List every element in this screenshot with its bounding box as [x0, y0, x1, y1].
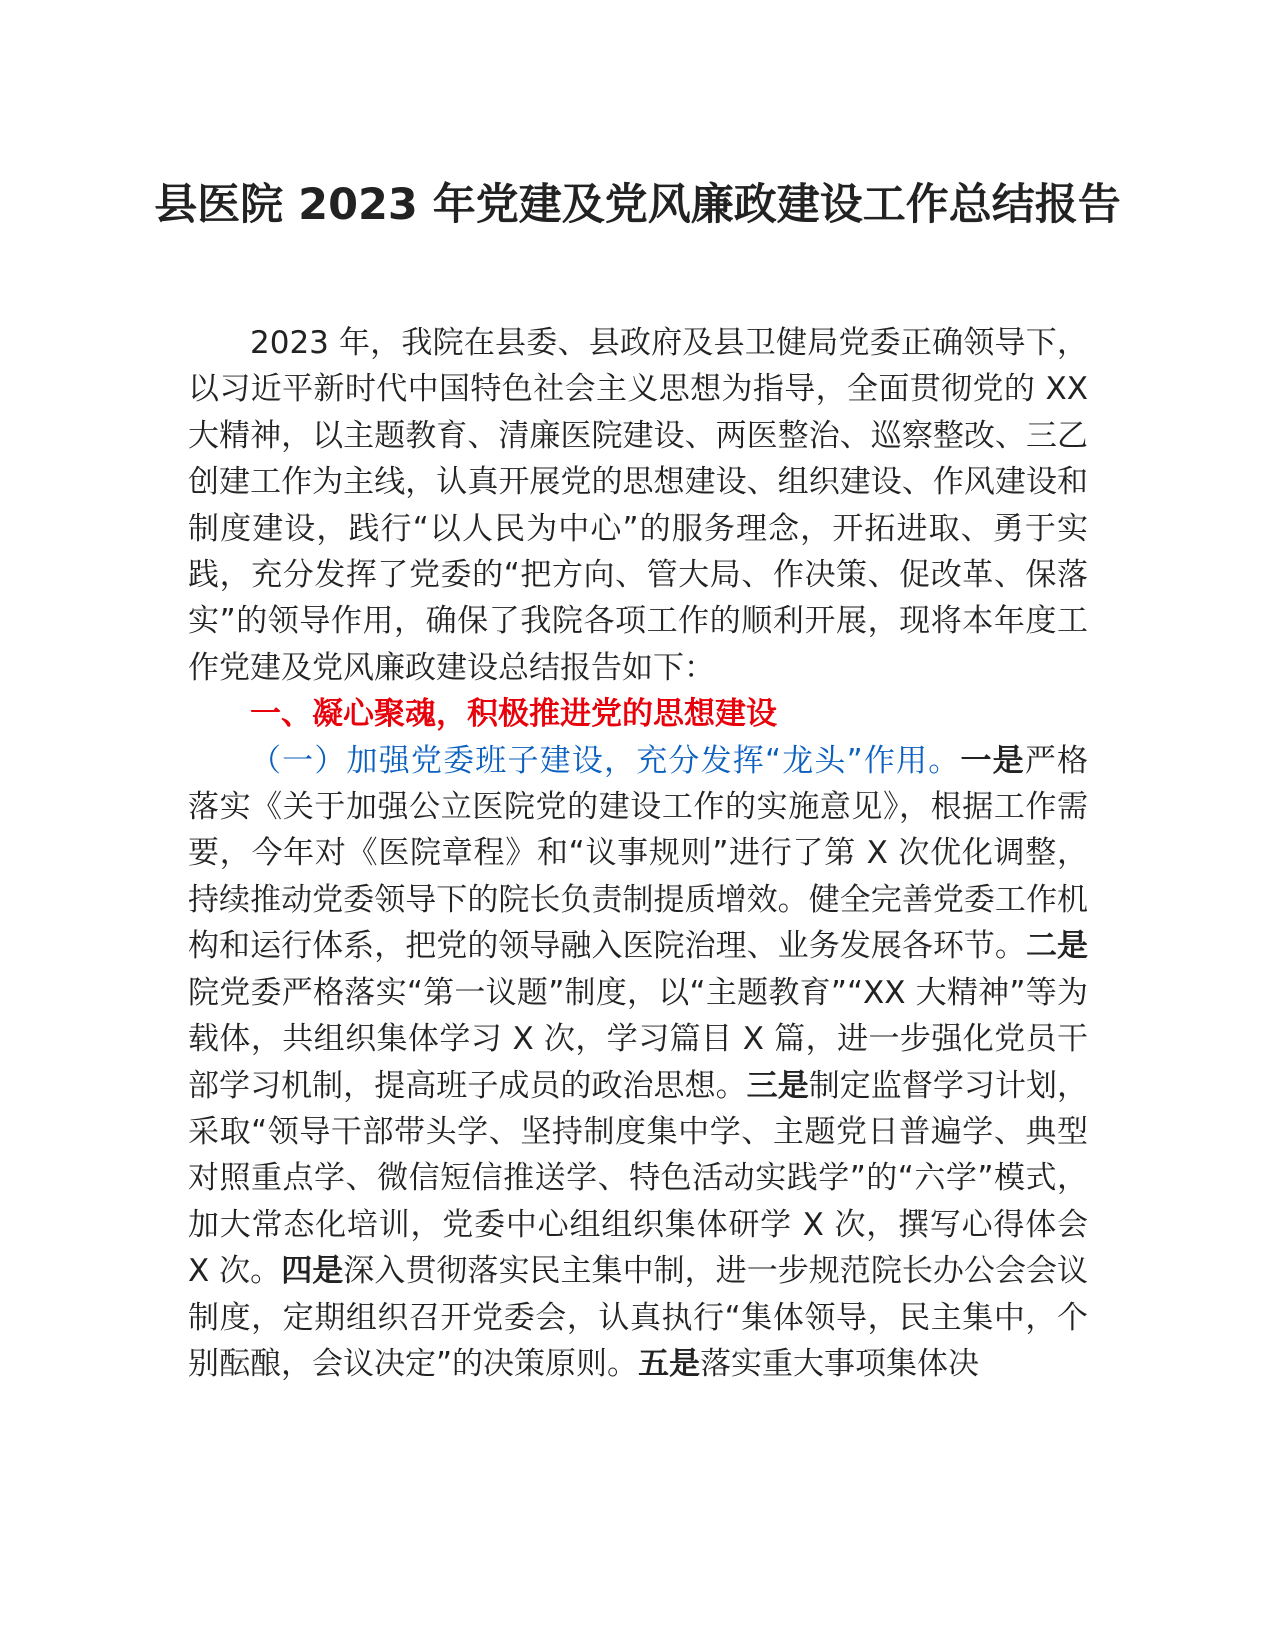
lead-point-5: 五是: [638, 1345, 701, 1382]
point-2-text: 院党委严格落实“第一议题”制度，以“主题教育”“XX 大精神”等为载体，共组织集体学习 X 次，学习篇目 X 篇，进一步强化党员干部学习机制，提高班子成员的政治思想。: [188, 974, 1088, 1104]
point-1-text: 严格落实《关于加强公立医院党的建设工作的实施意见》，根据工作需要，今年对《医院章程》和“议事规则”进行了第 X 次优化调整，持续推动党委领导下的院长负责制提质增效。健全完善党委工作机构和运行体系，把党的领导融入医院治理、业务发展各环节。: [188, 742, 1088, 965]
section-1-paragraph: [188, 738, 1088, 1388]
section-heading: [188, 691, 1088, 737]
intro-paragraph: 2023 年，我院在县委、县政府及县卫健局党委正确领导下，以习近平新时代中国特色社会主义思想为指导，全面贯彻党的 XX 大精神，以主题教育、清廉医院建设、两医整治、巡察整改、三乙创建工作为主线，认真开展党的思想建设、组织建设、作风建设和制度建设，践行“以人民为中心”的服务理念，开拓进取、勇于实践，充分发挥了党委的“把方向、管大局、作决策、促改革、保落实”的领导作用，确保了我院各项工作的顺利开展，现将本年度工作党建及党风廉政建设总结报告如下：: [188, 325, 1088, 686]
lead-point-1: 一是: [960, 742, 1025, 779]
lead-point-4: 四是: [281, 1253, 344, 1290]
section-1-heading: 一、凝心聚魂，积极推进党的思想建设: [250, 696, 777, 733]
lead-point-2: 二是: [1025, 928, 1089, 965]
point-5-text: 落实重大事项集体决: [700, 1345, 980, 1382]
subsection-1-heading: （一）加强党委班子建设，充分发挥“龙头”作用。: [250, 742, 961, 779]
point-3-text: 制定监督学习计划，采取“领导干部带头学、坚持制度集中学、主题党日普遍学、典型对照重点学、微信短信推送学、特色活动实践学”的“六学”模式，加大常态化培训，党委中心组组织集体研学 X 次，撰写心得体会 X 次。: [188, 1067, 1089, 1290]
document-title: 县医院 2023 年党建及党风廉政建设工作总结报告: [154, 180, 1121, 230]
point-4-text: 深入贯彻落实民主集中制，进一步规范院长办公会会议制度，定期组织召开党委会，认真执行“集体领导，民主集中，个别酝酿，会议决定”的决策原则。: [188, 1253, 1089, 1382]
document-body: [188, 320, 1088, 1387]
lead-point-3: 三是: [746, 1067, 809, 1104]
